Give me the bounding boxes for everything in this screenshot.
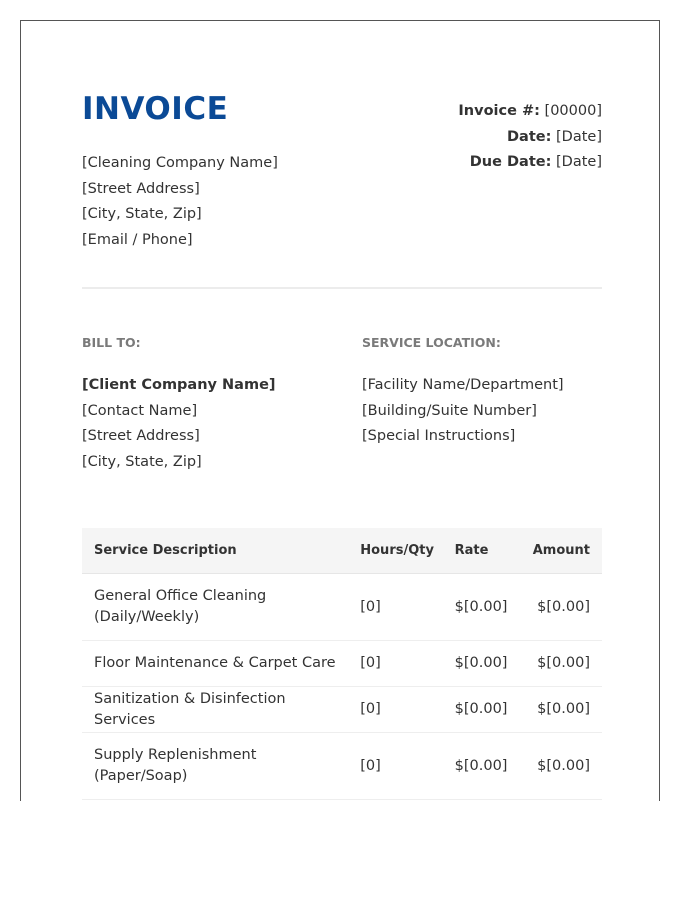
header-amount: Amount: [521, 528, 602, 574]
row-amount: $[0.00]: [521, 641, 602, 687]
building-suite: [Building/Suite Number]: [362, 402, 537, 419]
table-row: [82, 733, 602, 800]
description-line: Supply Replenishment: [94, 747, 257, 763]
special-instructions: [Special Instructions]: [362, 428, 516, 444]
row-qty: [0]: [348, 574, 442, 641]
description-line: (Daily/Weekly): [94, 609, 200, 625]
bill-to-heading: BILL TO:: [82, 335, 141, 350]
row-qty: [0]: [348, 687, 442, 733]
header-service-description: Service Description: [82, 528, 348, 574]
facility-name: [Facility Name/Department]: [362, 377, 564, 393]
row-description: [82, 641, 348, 687]
description-line: (Paper/Soap): [94, 768, 188, 784]
company-block: [82, 151, 278, 253]
invoice-page: [20, 20, 660, 801]
row-qty: [0]: [348, 641, 442, 687]
description-line: Floor Maintenance & Carpet Care: [94, 655, 336, 671]
row-rate: $[0.00]: [443, 574, 521, 641]
header-hours-qty: Hours/Qty: [348, 528, 442, 574]
invoice-title: INVOICE: [82, 91, 229, 127]
row-qty: [0]: [348, 733, 442, 800]
table-header-row: [82, 528, 602, 574]
invoice-number-label: Invoice #:: [458, 103, 540, 119]
company-name: [Cleaning Company Name]: [82, 155, 278, 171]
service-location-block: [362, 373, 564, 450]
invoice-number-row: [458, 99, 602, 125]
due-date-row: [458, 150, 602, 176]
row-amount: $[0.00]: [521, 687, 602, 733]
client-street: [Street Address]: [82, 428, 200, 444]
services-table: [82, 528, 602, 800]
table-row: [82, 574, 602, 641]
row-description: [82, 687, 348, 733]
invoice-date-value: [Date]: [556, 128, 602, 145]
row-amount: $[0.00]: [521, 733, 602, 800]
company-contact: [Email / Phone]: [82, 231, 193, 248]
service-location-heading: SERVICE LOCATION:: [362, 335, 501, 350]
client-city: [City, State, Zip]: [82, 453, 202, 470]
invoice-date-label: Date:: [507, 128, 552, 145]
row-description: [82, 733, 348, 800]
description-line: General Office Cleaning: [94, 588, 267, 604]
due-date-value: [Date]: [556, 154, 602, 170]
row-amount: $[0.00]: [521, 574, 602, 641]
client-company-name: [Client Company Name]: [82, 377, 276, 393]
table-row: [82, 687, 602, 733]
company-city: [City, State, Zip]: [82, 206, 202, 222]
invoice-meta: [458, 99, 602, 176]
row-description: [82, 574, 348, 641]
header-divider: [82, 287, 602, 289]
company-street: [Street Address]: [82, 180, 200, 197]
row-rate: $[0.00]: [443, 641, 521, 687]
description-line: Sanitization & Disinfection Services: [94, 690, 286, 728]
header-rate: Rate: [443, 528, 521, 574]
row-rate: $[0.00]: [443, 687, 521, 733]
table-row: [82, 641, 602, 687]
invoice-date-row: [458, 125, 602, 151]
client-contact-name: [Contact Name]: [82, 402, 198, 419]
due-date-label: Due Date:: [469, 154, 552, 170]
bill-to-block: [82, 373, 276, 475]
row-rate: $[0.00]: [443, 733, 521, 800]
invoice-number-value: [00000]: [544, 103, 602, 119]
